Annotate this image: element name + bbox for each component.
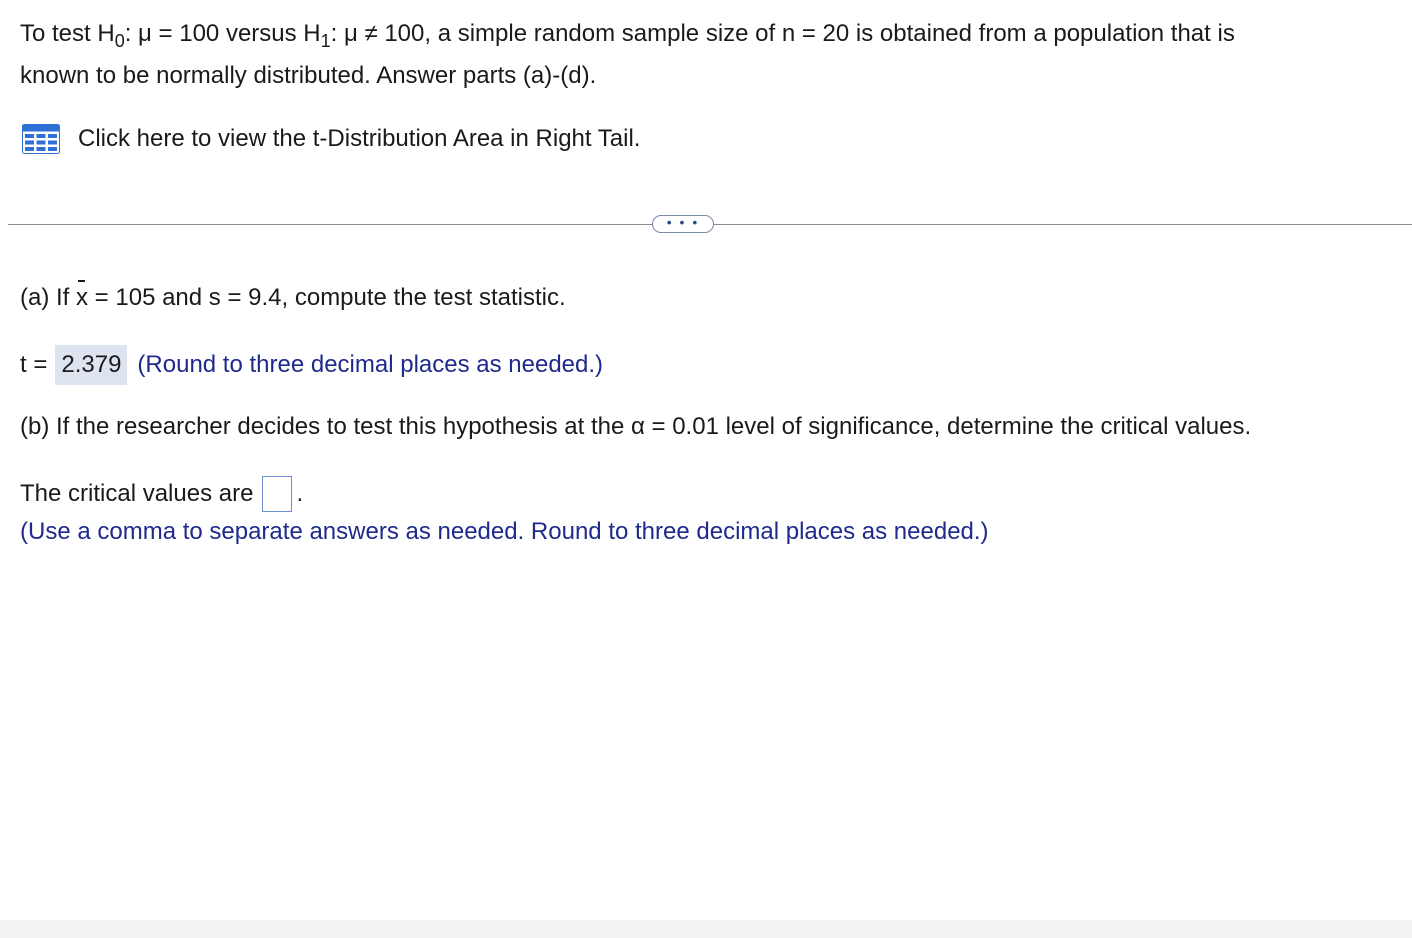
question-intro-line2: known to be normally distributed. Answer parts (a)-(d). <box>20 62 597 89</box>
t-label: t = <box>20 351 48 378</box>
part-a-question: (a) If x = 105 and s = 9.4, compute the test statistic. <box>20 284 566 311</box>
table-icon <box>22 124 60 154</box>
part-a-answer-row <box>20 345 603 385</box>
critical-values-row <box>20 476 303 512</box>
critical-values-label: The critical values are <box>20 480 254 507</box>
question-intro <box>20 14 1235 96</box>
critical-values-period: . <box>296 480 304 507</box>
part-b-hint: (Use a comma to separate answers as needed. Round to three decimal places as needed.) <box>20 518 989 545</box>
table-link-label[interactable]: Click here to view the t-Distribution Area in Right Tail. <box>78 125 641 152</box>
critical-values-input[interactable] <box>262 476 292 512</box>
more-button[interactable] <box>652 215 714 233</box>
part-b-question: (b) If the researcher decides to test this hypothesis at the α = 0.01 level of significance, determine the critical values. <box>20 413 1252 440</box>
t-answer-value[interactable]: 2.379 <box>55 345 127 385</box>
part-a-hint: (Round to three decimal places as needed.) <box>137 351 604 378</box>
t-distribution-table-link[interactable] <box>22 124 640 154</box>
more-dots-icon: • • • <box>666 214 700 230</box>
question-intro-line1: To test $H_0$: μ = 100 versus $H_1$: μ ≠ 100, a simple random sample size of n = 20 is obtained from a population that is <box>20 20 1235 51</box>
footer-bar <box>0 920 1412 938</box>
x-bar-symbol: x <box>76 284 89 311</box>
